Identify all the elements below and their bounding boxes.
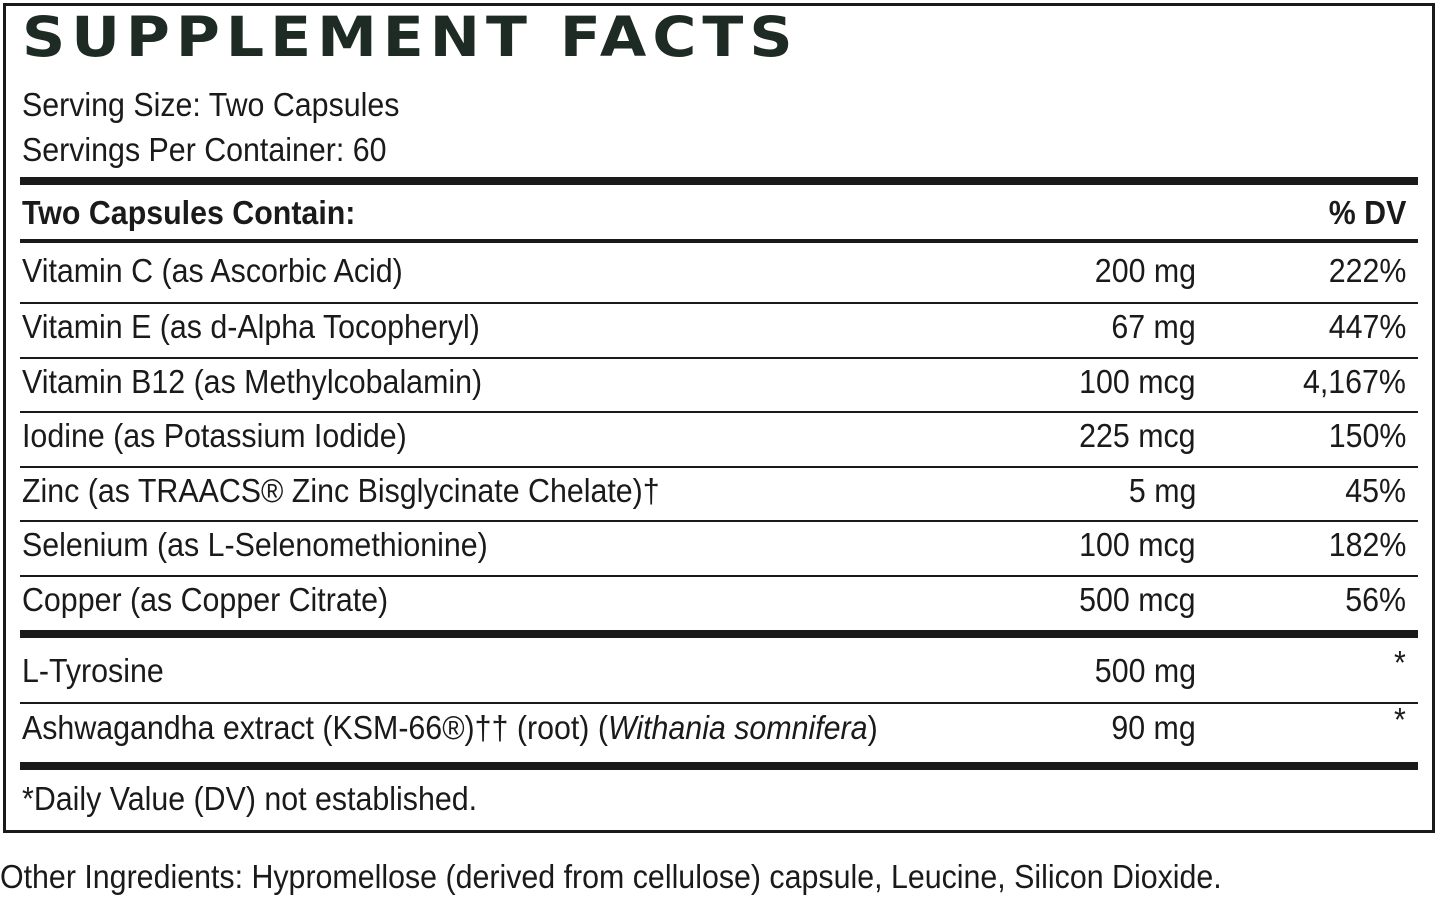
- servings-per-container: Servings Per Container: 60: [22, 131, 387, 168]
- nutrient-dv: 182%: [1328, 526, 1406, 563]
- ingredient-name-suffix: ): [867, 709, 878, 746]
- table-row: [22, 575, 1406, 625]
- table-row: [22, 357, 1406, 407]
- table-row: [22, 646, 1406, 696]
- serving-size: Serving Size: Two Capsules: [22, 86, 400, 123]
- divider-thick: [20, 630, 1418, 638]
- nutrient-dv: 447%: [1328, 308, 1406, 345]
- nutrient-name: Vitamin E (as d-Alpha Tocopheryl): [22, 308, 480, 345]
- table-row: [22, 411, 1406, 461]
- ingredient-name: L-Tyrosine: [22, 652, 164, 689]
- nutrient-name: Zinc (as TRAACS® Zinc Bisglycinate Chelate)†: [22, 472, 660, 509]
- nutrient-dv: 45%: [1345, 472, 1406, 509]
- nutrient-dv: 4,167%: [1303, 363, 1406, 400]
- table-row: [22, 302, 1406, 352]
- ingredient-amount: 500 mg: [1094, 652, 1196, 689]
- ingredient-name-prefix: Ashwagandha extract (KSM-66®)†† (root) (: [22, 709, 608, 746]
- nutrient-name: Vitamin B12 (as Methylcobalamin): [22, 363, 483, 400]
- other-ingredients: Other Ingredients: Hypromellose (derived from cellulose) capsule, Leucine, Silicon Dioxide.: [0, 858, 1222, 895]
- divider-thick: [20, 762, 1418, 770]
- nutrient-name: Selenium (as L-Selenomethionine): [22, 526, 488, 563]
- nutrient-name: Iodine (as Potassium Iodide): [22, 417, 407, 454]
- nutrient-amount: 100 mcg: [1079, 526, 1196, 563]
- ingredient-dv: *: [1394, 644, 1406, 681]
- table-header-row: [22, 188, 1406, 238]
- nutrient-amount: 225 mcg: [1079, 417, 1196, 454]
- table-row: [22, 703, 1406, 753]
- nutrient-amount: 5 mg: [1128, 472, 1196, 509]
- ingredient-name: [22, 703, 878, 753]
- table-header-dv: % DV: [1328, 194, 1406, 231]
- nutrient-dv: 150%: [1328, 417, 1406, 454]
- ingredient-amount: 90 mg: [1111, 709, 1196, 746]
- table-header-label: Two Capsules Contain:: [22, 194, 356, 231]
- ingredient-dv: *: [1394, 701, 1406, 738]
- nutrient-amount: 200 mg: [1094, 252, 1196, 289]
- divider-thick: [20, 177, 1418, 185]
- nutrient-name: Copper (as Copper Citrate): [22, 581, 389, 618]
- panel-title: SUPPLEMENT FACTS: [22, 5, 799, 70]
- nutrient-amount: 500 mcg: [1079, 581, 1196, 618]
- nutrient-dv: 222%: [1328, 252, 1406, 289]
- nutrient-amount: 100 mcg: [1079, 363, 1196, 400]
- daily-value-footnote: *Daily Value (DV) not established.: [22, 780, 478, 817]
- divider-medium: [20, 239, 1418, 243]
- nutrient-dv: 56%: [1345, 581, 1406, 618]
- table-row: [22, 466, 1406, 516]
- table-row: [22, 246, 1406, 296]
- ingredient-latin-name: Withania somnifera: [607, 709, 868, 746]
- nutrient-amount: 67 mg: [1111, 308, 1196, 345]
- table-row: [22, 520, 1406, 570]
- nutrient-name: Vitamin C (as Ascorbic Acid): [22, 252, 403, 289]
